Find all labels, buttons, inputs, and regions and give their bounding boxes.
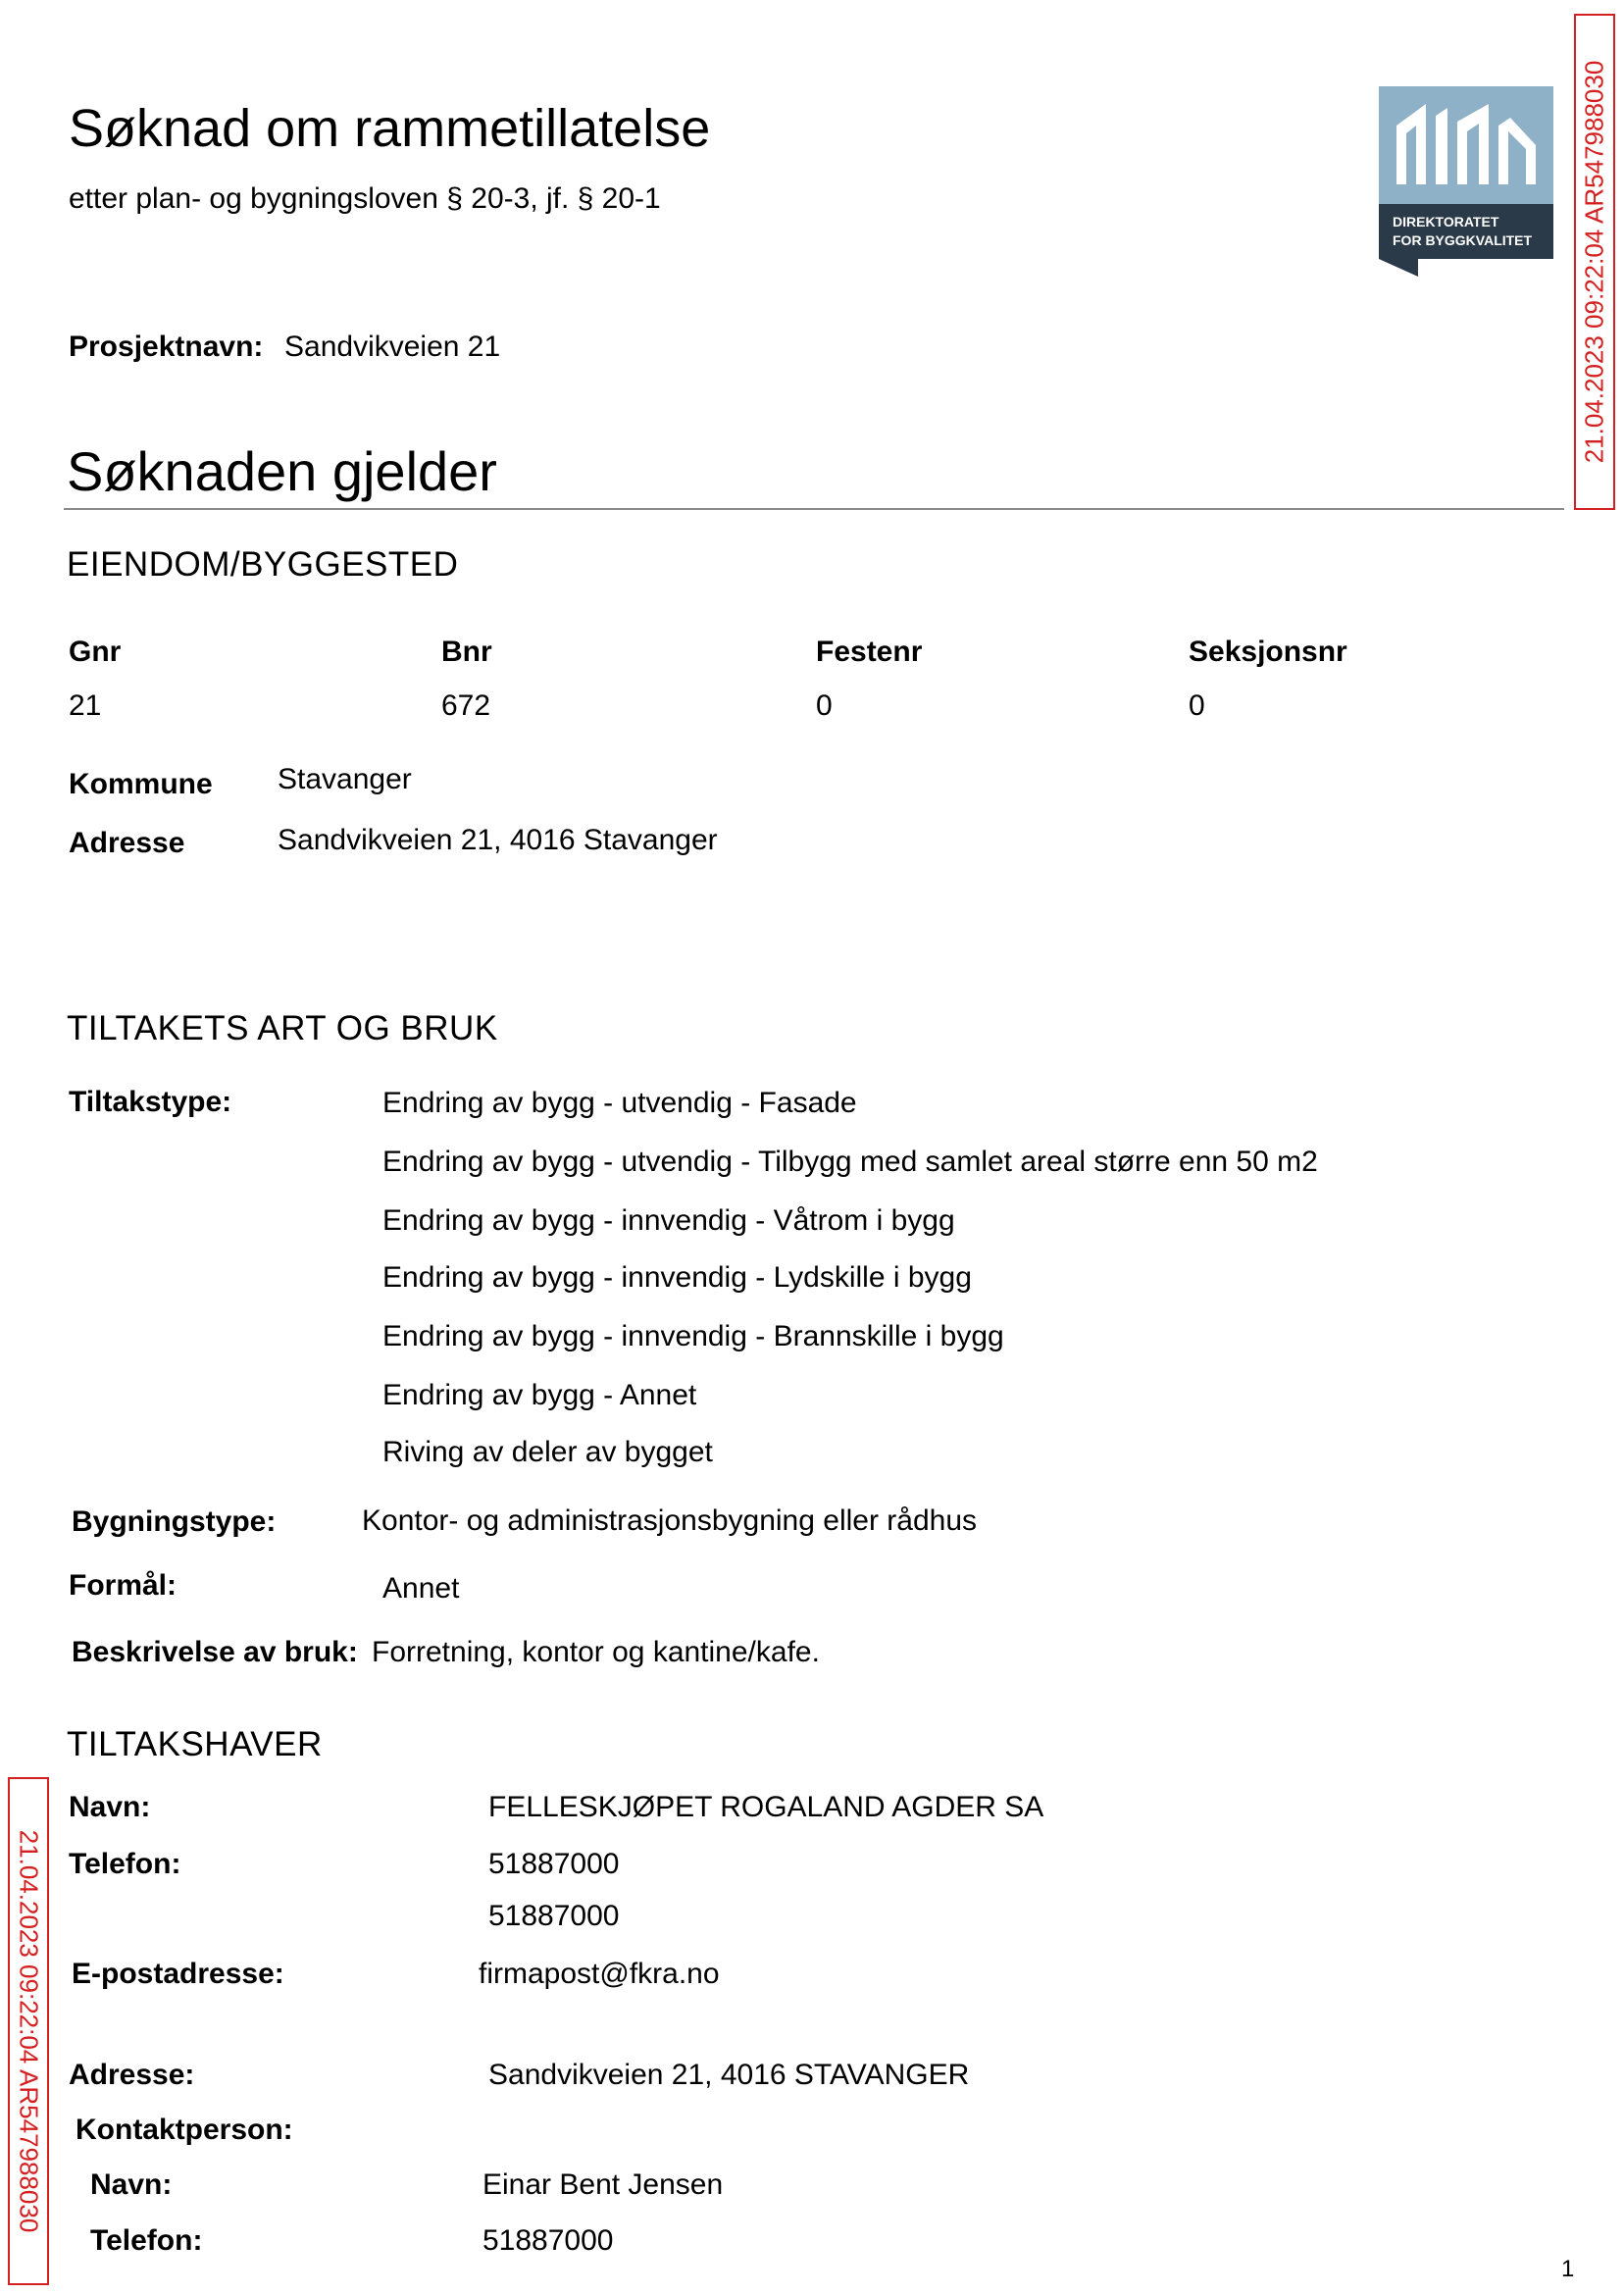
tiltakstype-label: Tiltakstype: (69, 1086, 232, 1118)
tiltakshaver-epost-label: E-postadresse: (72, 1958, 284, 1990)
main-heading: Søknaden gjelder (67, 440, 497, 502)
logo-text-line2: FOR BYGGKVALITET (1393, 232, 1533, 248)
festenr-label: Festenr (816, 636, 923, 668)
heading-divider (64, 508, 1564, 510)
kontaktperson-telefon-value: 51887000 (482, 2224, 614, 2257)
stamp-bottom-left (8, 1777, 49, 2285)
stamp-text: 21.04.2023 09:22:04 AR547988030 (1579, 60, 1609, 464)
tiltakstype-item: Endring av bygg - utvendig - Fasade (382, 1087, 857, 1119)
tiltakshaver-navn-label: Navn: (69, 1791, 151, 1823)
dibk-logo (1379, 86, 1553, 277)
kontaktperson-label: Kontaktperson: (76, 2114, 293, 2146)
formal-value: Annet (382, 1572, 460, 1605)
document-title: Søknad om rammetillatelse (69, 99, 711, 158)
bygningstype-value: Kontor- og administrasjonsbygning eller rådhus (362, 1504, 978, 1537)
kommune-label: Kommune (69, 768, 213, 800)
bygningstype-label: Bygningstype: (72, 1505, 277, 1538)
adresse-label: Adresse (69, 827, 185, 859)
project-label: Prosjektnavn: (69, 331, 264, 363)
stamp-top-right (1574, 14, 1615, 510)
kontaktperson-telefon-label: Telefon: (90, 2224, 203, 2257)
gnr-label: Gnr (69, 636, 122, 668)
gnr-value: 21 (69, 689, 102, 722)
project-value: Sandvikveien 21 (284, 331, 501, 363)
tiltakstype-item: Endring av bygg - Annet (382, 1379, 697, 1411)
kommune-value: Stavanger (278, 763, 412, 795)
seksjonsnr-value: 0 (1189, 689, 1205, 722)
bnr-value: 672 (441, 689, 491, 722)
section-heading-tiltak: TILTAKETS ART OG BRUK (67, 1009, 498, 1047)
tiltakshaver-adresse-label: Adresse: (69, 2059, 195, 2091)
adresse-value: Sandvikveien 21, 4016 Stavanger (278, 824, 718, 856)
tiltakshaver-telefon-value: 51887000 (488, 1900, 620, 1932)
formal-label: Formål: (69, 1569, 178, 1602)
bnr-label: Bnr (441, 636, 492, 668)
beskrivelse-label: Beskrivelse av bruk: (72, 1636, 358, 1668)
kontaktperson-navn-label: Navn: (90, 2168, 173, 2201)
stamp-text: 21.04.2023 09:22:04 AR547988030 (14, 1829, 44, 2233)
beskrivelse-value: Forretning, kontor og kantine/kafe. (372, 1636, 820, 1668)
tiltakshaver-adresse-value: Sandvikveien 21, 4016 STAVANGER (488, 2059, 970, 2091)
logo-text-line1: DIREKTORATET (1393, 214, 1499, 229)
tiltakshaver-telefon-value: 51887000 (488, 1848, 620, 1880)
seksjonsnr-label: Seksjonsnr (1189, 636, 1347, 668)
section-heading-tiltakshaver: TILTAKSHAVER (67, 1725, 323, 1763)
dibk-logo-icon (1379, 86, 1553, 277)
page-number: 1 (1561, 2256, 1575, 2282)
tiltakshaver-epost-value: firmapost@fkra.no (479, 1958, 720, 1990)
section-heading-eiendom: EIENDOM/BYGGESTED (67, 545, 459, 584)
tiltakshaver-telefon-label: Telefon: (69, 1848, 181, 1880)
tiltakstype-item: Endring av bygg - utvendig - Tilbygg med samlet areal større enn 50 m2 (382, 1146, 1318, 1178)
tiltakshaver-navn-value: FELLESKJØPET ROGALAND AGDER SA (488, 1791, 1044, 1823)
festenr-value: 0 (816, 689, 833, 722)
kontaktperson-navn-value: Einar Bent Jensen (482, 2168, 724, 2201)
document-subtitle: etter plan- og bygningsloven § 20-3, jf. § 20-1 (69, 182, 661, 215)
tiltakstype-item: Endring av bygg - innvendig - Lydskille i bygg (382, 1261, 972, 1294)
tiltakstype-item: Endring av bygg - innvendig - Våtrom i bygg (382, 1204, 955, 1237)
tiltakstype-item: Endring av bygg - innvendig - Brannskille i bygg (382, 1320, 1004, 1352)
tiltakstype-item: Riving av deler av bygget (382, 1436, 713, 1468)
